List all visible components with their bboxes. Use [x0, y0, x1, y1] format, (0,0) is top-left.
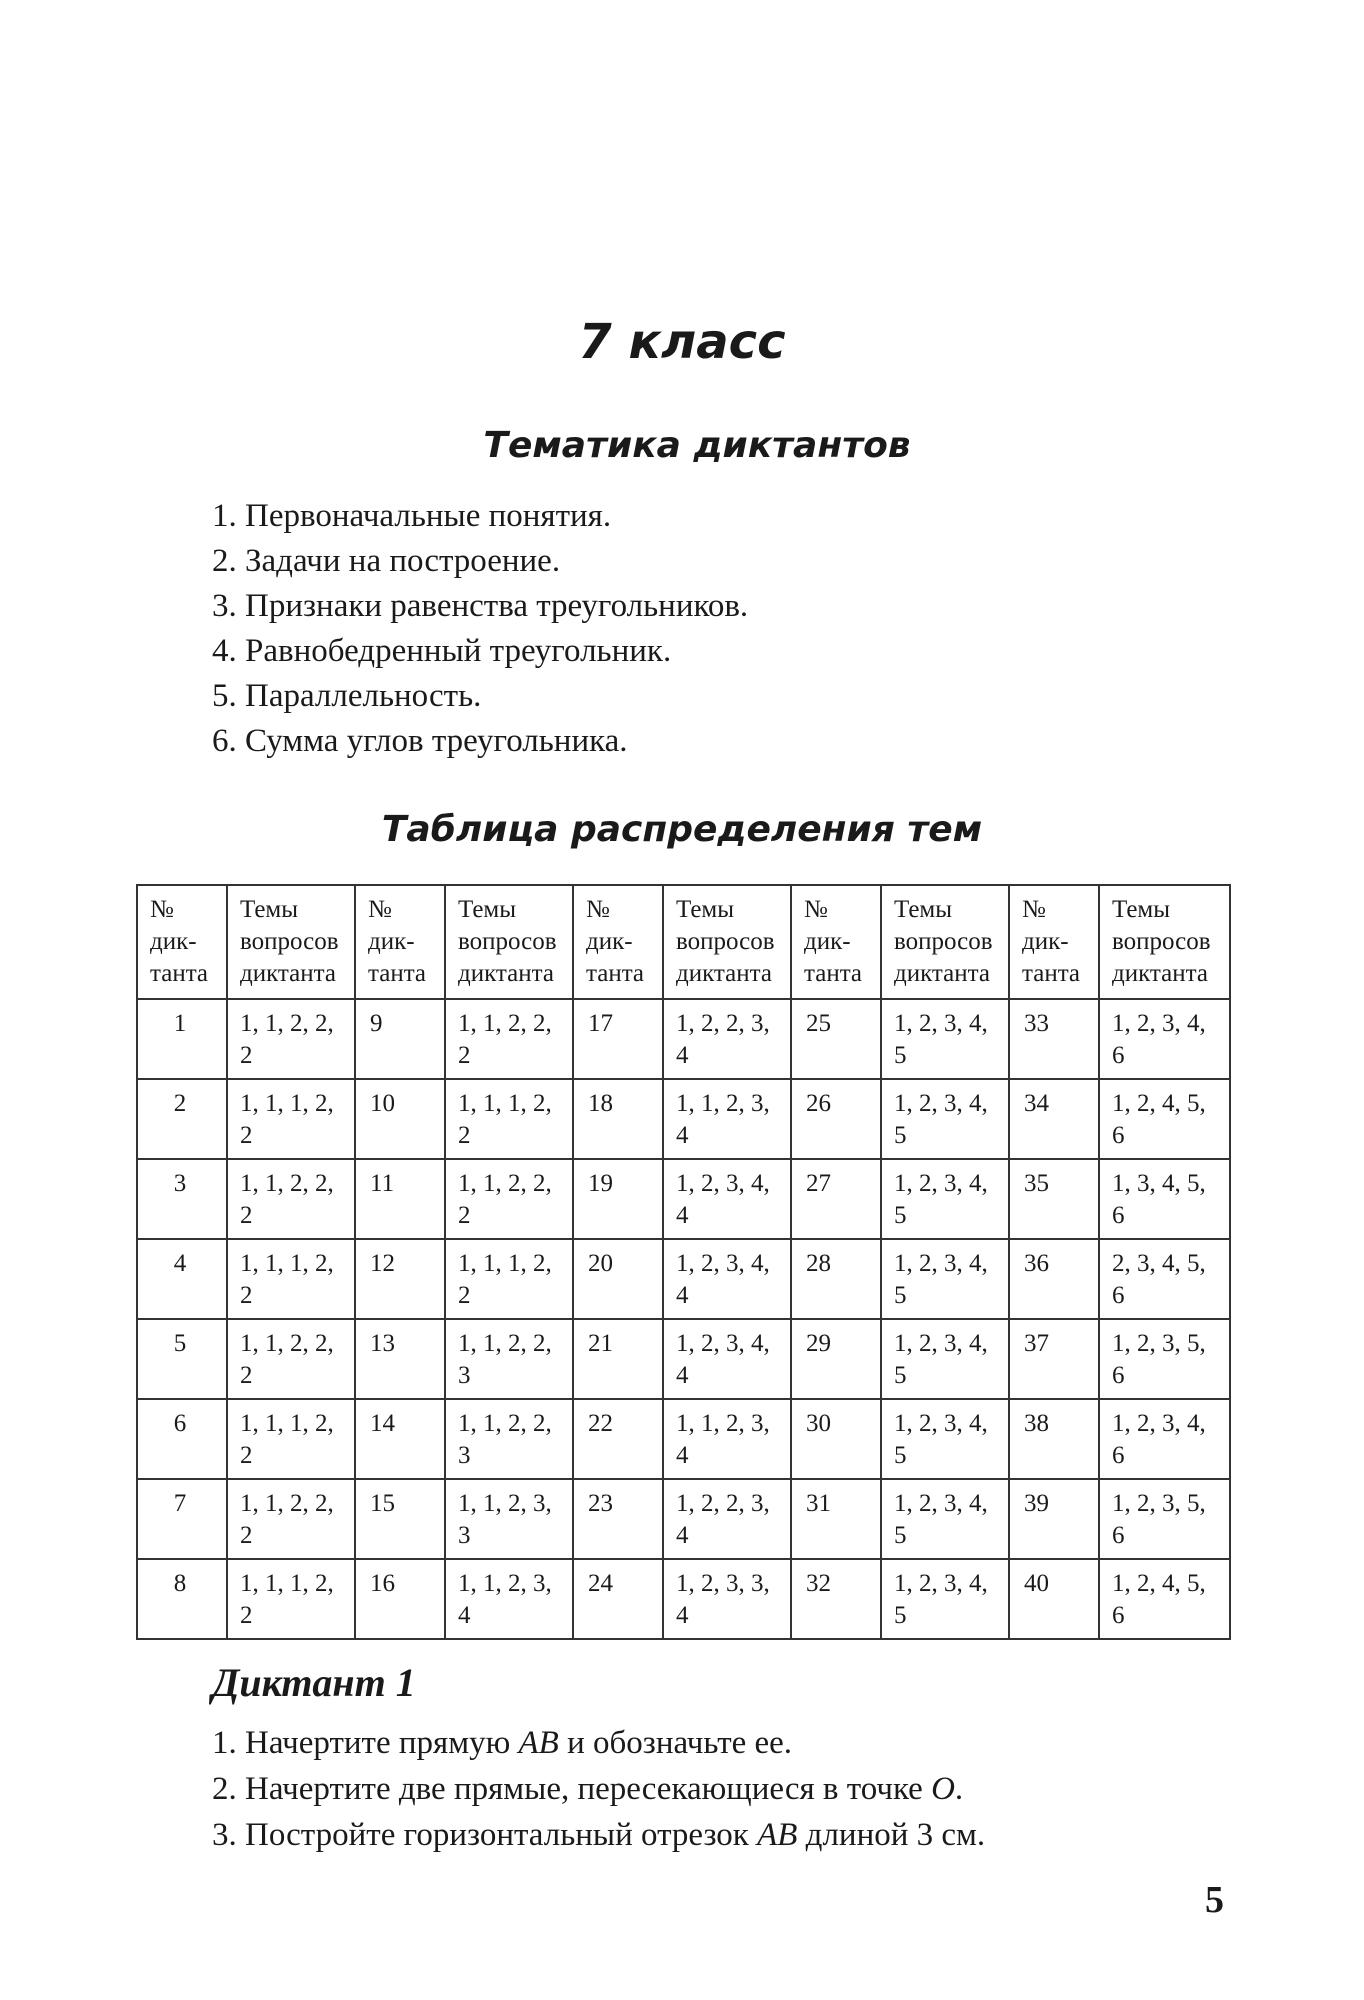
header-line: вопросов — [676, 928, 775, 955]
question-topics-cell: 1, 2, 3, 5, 6 — [1099, 1479, 1230, 1559]
dictation-number-cell: 6 — [137, 1399, 227, 1479]
question-topics-cell: 1, 1, 1, 2, 2 — [445, 1239, 573, 1319]
header-line: № — [586, 896, 610, 923]
question-topics-cell: 1, 1, 1, 2, 2 — [227, 1239, 355, 1319]
dictation-number-cell: 1 — [137, 999, 227, 1079]
dictation-number-cell: 38 — [1009, 1399, 1099, 1479]
question-topics-cell: 1, 1, 1, 2, 2 — [227, 1079, 355, 1159]
page-title: 7 класс — [578, 314, 786, 370]
question-topics-cell: 1, 1, 2, 2, 3 — [445, 1399, 573, 1479]
header-line: диктанта — [894, 960, 990, 987]
table-row — [137, 1559, 1230, 1639]
question-topics-cell: 1, 2, 3, 4, 5 — [881, 1399, 1009, 1479]
dictation-number-cell: 25 — [791, 999, 881, 1079]
topic-item: 4. Равнобедренный треугольник. — [212, 633, 672, 669]
header-question-topics — [663, 885, 791, 999]
header-line: Темы — [458, 896, 517, 923]
header-line: диктанта — [240, 960, 336, 987]
dictation-number-cell: 2 — [137, 1079, 227, 1159]
question-topics-cell: 1, 3, 4, 5, 6 — [1099, 1159, 1230, 1239]
header-question-topics — [1099, 885, 1230, 999]
dictation-number-cell: 21 — [573, 1319, 663, 1399]
question-topics-cell: 1, 2, 3, 4, 5 — [881, 1159, 1009, 1239]
table-heading: Таблица распределения тем — [381, 809, 983, 850]
question-topics-cell: 1, 1, 2, 2, 2 — [227, 1479, 355, 1559]
header-dictation-number — [355, 885, 445, 999]
header-line: № — [150, 896, 174, 923]
header-line: вопросов — [458, 928, 557, 955]
dictation-number-cell: 30 — [791, 1399, 881, 1479]
table-row — [137, 1239, 1230, 1319]
dictation-number-cell: 28 — [791, 1239, 881, 1319]
dictation-number-cell: 34 — [1009, 1079, 1099, 1159]
table-row — [137, 1399, 1230, 1479]
dictation-number-cell: 22 — [573, 1399, 663, 1479]
question-topics-cell: 1, 2, 3, 4, 5 — [881, 1239, 1009, 1319]
question-topics-cell: 1, 2, 3, 3, 4 — [663, 1559, 791, 1639]
dictation-number-cell: 20 — [573, 1239, 663, 1319]
dictation-number-cell: 31 — [791, 1479, 881, 1559]
page-number: 5 — [1205, 1879, 1224, 1921]
dictation-item-variable: O — [931, 1771, 955, 1807]
dictation-number-cell: 16 — [355, 1559, 445, 1639]
table-row — [137, 1319, 1230, 1399]
dictation-item-text: . — [954, 1771, 964, 1807]
question-topics-cell: 1, 1, 1, 2, 2 — [227, 1399, 355, 1479]
table-body — [137, 999, 1230, 1639]
dictation-number-cell: 7 — [137, 1479, 227, 1559]
question-topics-cell: 1, 1, 2, 3, 3 — [445, 1479, 573, 1559]
dictation-item — [212, 1766, 985, 1812]
table-row — [137, 1079, 1230, 1159]
topic-item: 5. Параллельность. — [212, 678, 482, 714]
question-topics-cell: 1, 2, 3, 4, 4 — [663, 1239, 791, 1319]
dictation-number-cell: 27 — [791, 1159, 881, 1239]
question-topics-cell: 1, 1, 1, 2, 2 — [227, 1559, 355, 1639]
table-row — [137, 1479, 1230, 1559]
header-line: № — [1022, 896, 1046, 923]
header-line: дик- — [586, 928, 633, 955]
header-line: диктанта — [1112, 960, 1208, 987]
dictation-number-cell: 36 — [1009, 1239, 1099, 1319]
dictation-item — [212, 1812, 985, 1858]
question-topics-cell: 1, 2, 4, 5, 6 — [1099, 1079, 1230, 1159]
header-question-topics — [445, 885, 573, 999]
dictation-number-cell: 32 — [791, 1559, 881, 1639]
dictation-item-text: длиной 3 см. — [797, 1817, 986, 1853]
topic-list — [212, 494, 748, 764]
dictation-number-cell: 19 — [573, 1159, 663, 1239]
table-row — [137, 1159, 1230, 1239]
dictation-item-text: 1. Начертите прямую — [212, 1725, 519, 1761]
dictation-number-cell: 26 — [791, 1079, 881, 1159]
dictation-number-cell: 17 — [573, 999, 663, 1079]
table-row — [137, 999, 1230, 1079]
header-line: Темы — [676, 896, 735, 923]
question-topics-cell: 1, 1, 2, 3, 4 — [663, 1079, 791, 1159]
header-question-topics — [227, 885, 355, 999]
distribution-table — [136, 884, 1231, 1640]
header-line: дик- — [1022, 928, 1069, 955]
dictation-item-variable: AB — [518, 1725, 559, 1761]
header-line: танта — [586, 960, 645, 987]
question-topics-cell: 2, 3, 4, 5, 6 — [1099, 1239, 1230, 1319]
question-topics-cell: 1, 1, 2, 3, 4 — [663, 1399, 791, 1479]
question-topics-cell: 1, 1, 1, 2, 2 — [445, 1079, 573, 1159]
dictation-number-cell: 14 — [355, 1399, 445, 1479]
dictation-item-text: 3. Постройте горизонтальный отрезок — [212, 1817, 758, 1853]
topic-item: 1. Первоначальные понятия. — [212, 498, 612, 534]
question-topics-cell: 1, 1, 2, 2, 2 — [227, 999, 355, 1079]
question-topics-cell: 1, 2, 2, 3, 4 — [663, 999, 791, 1079]
question-topics-cell: 1, 2, 3, 5, 6 — [1099, 1319, 1230, 1399]
header-line: танта — [1022, 960, 1081, 987]
header-line: диктанта — [676, 960, 772, 987]
question-topics-cell: 1, 1, 2, 2, 2 — [445, 1159, 573, 1239]
question-topics-cell: 1, 1, 2, 2, 3 — [445, 1319, 573, 1399]
table-header-row — [137, 885, 1230, 999]
dictation-number-cell: 18 — [573, 1079, 663, 1159]
dictation-heading: Диктант 1 — [212, 1660, 416, 1705]
header-line: вопросов — [1112, 928, 1211, 955]
header-dictation-number — [1009, 885, 1099, 999]
dictation-number-cell: 35 — [1009, 1159, 1099, 1239]
dictation-item — [212, 1720, 985, 1766]
header-line: вопросов — [894, 928, 993, 955]
header-dictation-number — [791, 885, 881, 999]
header-line: вопросов — [240, 928, 339, 955]
dictation-item-variable: AB — [757, 1817, 798, 1853]
question-topics-cell: 1, 2, 3, 4, 4 — [663, 1159, 791, 1239]
dictation-number-cell: 15 — [355, 1479, 445, 1559]
question-topics-cell: 1, 2, 3, 4, 4 — [663, 1319, 791, 1399]
dictation-number-cell: 29 — [791, 1319, 881, 1399]
header-line: № — [368, 896, 392, 923]
question-topics-cell: 1, 2, 3, 4, 5 — [881, 1079, 1009, 1159]
topic-item: 6. Сумма углов треугольника. — [212, 723, 628, 759]
question-topics-cell: 1, 2, 4, 5, 6 — [1099, 1559, 1230, 1639]
dictation-number-cell: 13 — [355, 1319, 445, 1399]
dictation-item-text: и обозначьте ее. — [558, 1725, 793, 1761]
question-topics-cell: 1, 1, 2, 2, 2 — [227, 1319, 355, 1399]
dictation-number-cell: 23 — [573, 1479, 663, 1559]
header-line: дик- — [368, 928, 415, 955]
dictation-number-cell: 24 — [573, 1559, 663, 1639]
dictation-number-cell: 4 — [137, 1239, 227, 1319]
question-topics-cell: 1, 1, 2, 2, 2 — [227, 1159, 355, 1239]
question-topics-cell: 1, 1, 2, 2, 2 — [445, 999, 573, 1079]
dictation-number-cell: 11 — [355, 1159, 445, 1239]
question-topics-cell: 1, 2, 3, 4, 6 — [1099, 999, 1230, 1079]
topics-heading: Тематика диктантов — [483, 425, 911, 466]
question-topics-cell: 1, 2, 3, 4, 6 — [1099, 1399, 1230, 1479]
header-question-topics — [881, 885, 1009, 999]
dictation-number-cell: 9 — [355, 999, 445, 1079]
dictation-number-cell: 5 — [137, 1319, 227, 1399]
header-line: Темы — [240, 896, 299, 923]
dictation-number-cell: 12 — [355, 1239, 445, 1319]
header-line: дик- — [150, 928, 197, 955]
header-dictation-number — [573, 885, 663, 999]
header-line: танта — [368, 960, 427, 987]
question-topics-cell: 1, 2, 3, 4, 5 — [881, 1479, 1009, 1559]
dictation-item-text: 2. Начертите две прямые, пересекающиеся в точке — [212, 1771, 932, 1807]
dictation-number-cell: 3 — [137, 1159, 227, 1239]
header-line: Темы — [894, 896, 953, 923]
header-line: дик- — [804, 928, 851, 955]
dictation-number-cell: 40 — [1009, 1559, 1099, 1639]
dictation-number-cell: 39 — [1009, 1479, 1099, 1559]
header-dictation-number — [137, 885, 227, 999]
header-line: диктанта — [458, 960, 554, 987]
dictation-number-cell: 10 — [355, 1079, 445, 1159]
topic-item: 2. Задачи на построение. — [212, 543, 561, 579]
dictation-number-cell: 33 — [1009, 999, 1099, 1079]
dictation-list — [212, 1720, 985, 1858]
question-topics-cell: 1, 2, 3, 4, 5 — [881, 1319, 1009, 1399]
question-topics-cell: 1, 1, 2, 3, 4 — [445, 1559, 573, 1639]
header-line: № — [804, 896, 828, 923]
question-topics-cell: 1, 2, 3, 4, 5 — [881, 1559, 1009, 1639]
header-line: танта — [150, 960, 209, 987]
dictation-number-cell: 37 — [1009, 1319, 1099, 1399]
header-line: Темы — [1112, 896, 1171, 923]
dictation-number-cell: 8 — [137, 1559, 227, 1639]
header-line: танта — [804, 960, 863, 987]
question-topics-cell: 1, 2, 2, 3, 4 — [663, 1479, 791, 1559]
topic-item: 3. Признаки равенства треугольников. — [212, 588, 749, 624]
question-topics-cell: 1, 2, 3, 4, 5 — [881, 999, 1009, 1079]
